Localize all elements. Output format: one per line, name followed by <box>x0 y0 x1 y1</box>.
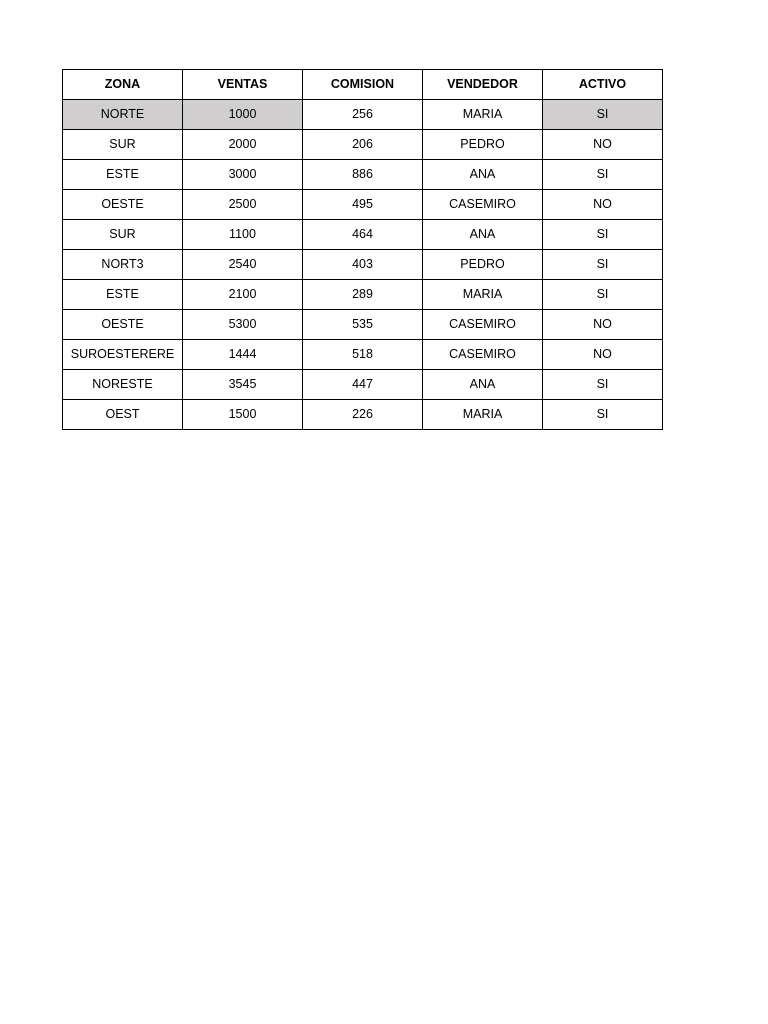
cell-ventas[interactable]: 3545 <box>183 370 303 400</box>
cell-zona[interactable]: SUROESTERERE <box>63 340 183 370</box>
cell-zona[interactable]: OEST <box>63 400 183 430</box>
cell-comision[interactable]: 495 <box>303 190 423 220</box>
cell-comision[interactable]: 206 <box>303 130 423 160</box>
spreadsheet-area <box>62 69 663 430</box>
cell-ventas[interactable]: 3000 <box>183 160 303 190</box>
cell-ventas[interactable]: 2000 <box>183 130 303 160</box>
sales-table <box>62 69 663 430</box>
cell-activo[interactable]: SI <box>543 370 663 400</box>
cell-activo[interactable]: NO <box>543 340 663 370</box>
cell-zona[interactable]: SUR <box>63 130 183 160</box>
cell-ventas[interactable]: 2500 <box>183 190 303 220</box>
cell-comision[interactable]: 886 <box>303 160 423 190</box>
cell-ventas[interactable]: 1500 <box>183 400 303 430</box>
cell-zona[interactable]: OESTE <box>63 190 183 220</box>
cell-activo[interactable]: SI <box>543 160 663 190</box>
cell-vendedor[interactable]: ANA <box>423 370 543 400</box>
cell-vendedor[interactable]: PEDRO <box>423 250 543 280</box>
cell-zona[interactable]: NORT3 <box>63 250 183 280</box>
table-row <box>63 370 663 400</box>
cell-ventas[interactable]: 2540 <box>183 250 303 280</box>
cell-vendedor[interactable]: CASEMIRO <box>423 340 543 370</box>
cell-zona[interactable]: NORESTE <box>63 370 183 400</box>
cell-vendedor[interactable]: MARIA <box>423 280 543 310</box>
table-row <box>63 130 663 160</box>
cell-comision[interactable]: 447 <box>303 370 423 400</box>
cell-comision[interactable]: 535 <box>303 310 423 340</box>
header-row <box>63 70 663 100</box>
header-zona[interactable]: ZONA <box>63 70 183 100</box>
cell-zona[interactable]: ESTE <box>63 160 183 190</box>
header-vendedor[interactable]: VENDEDOR <box>423 70 543 100</box>
header-comision[interactable]: COMISION <box>303 70 423 100</box>
cell-vendedor[interactable]: CASEMIRO <box>423 310 543 340</box>
table-row <box>63 100 663 130</box>
cell-comision[interactable]: 289 <box>303 280 423 310</box>
cell-activo[interactable]: NO <box>543 310 663 340</box>
cell-ventas[interactable]: 1000 <box>183 100 303 130</box>
cell-zona[interactable]: NORTE <box>63 100 183 130</box>
table-row <box>63 250 663 280</box>
cell-activo[interactable]: SI <box>543 400 663 430</box>
cell-comision[interactable]: 403 <box>303 250 423 280</box>
table-row <box>63 310 663 340</box>
cell-zona[interactable]: SUR <box>63 220 183 250</box>
cell-vendedor[interactable]: PEDRO <box>423 130 543 160</box>
cell-ventas[interactable]: 5300 <box>183 310 303 340</box>
table-row <box>63 220 663 250</box>
cell-comision[interactable]: 226 <box>303 400 423 430</box>
table-row <box>63 160 663 190</box>
header-activo[interactable]: ACTIVO <box>543 70 663 100</box>
cell-vendedor[interactable]: MARIA <box>423 400 543 430</box>
cell-activo[interactable]: SI <box>543 100 663 130</box>
table-row <box>63 280 663 310</box>
cell-vendedor[interactable]: ANA <box>423 220 543 250</box>
cell-comision[interactable]: 518 <box>303 340 423 370</box>
cell-ventas[interactable]: 1444 <box>183 340 303 370</box>
cell-zona[interactable]: ESTE <box>63 280 183 310</box>
cell-activo[interactable]: SI <box>543 220 663 250</box>
header-ventas[interactable]: VENTAS <box>183 70 303 100</box>
cell-activo[interactable]: SI <box>543 280 663 310</box>
cell-activo[interactable]: NO <box>543 190 663 220</box>
cell-vendedor[interactable]: MARIA <box>423 100 543 130</box>
table-row <box>63 340 663 370</box>
cell-vendedor[interactable]: ANA <box>423 160 543 190</box>
table-row <box>63 400 663 430</box>
cell-comision[interactable]: 464 <box>303 220 423 250</box>
cell-ventas[interactable]: 1100 <box>183 220 303 250</box>
table-row <box>63 190 663 220</box>
cell-comision[interactable]: 256 <box>303 100 423 130</box>
cell-zona[interactable]: OESTE <box>63 310 183 340</box>
cell-vendedor[interactable]: CASEMIRO <box>423 190 543 220</box>
cell-ventas[interactable]: 2100 <box>183 280 303 310</box>
cell-activo[interactable]: SI <box>543 250 663 280</box>
cell-activo[interactable]: NO <box>543 130 663 160</box>
